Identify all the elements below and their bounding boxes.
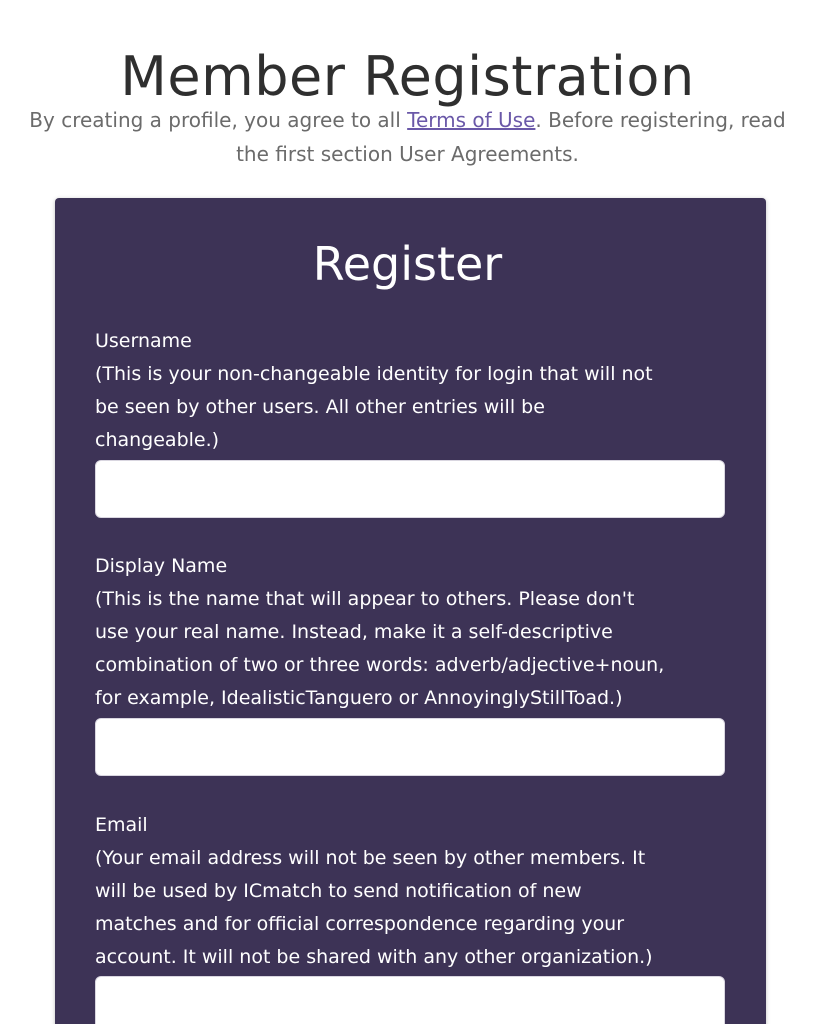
email-help-line-1: (Your email address will not be seen by other members. It <box>95 847 646 869</box>
email-help-line-3: matches and for official correspondence regarding your <box>95 913 625 935</box>
display-name-help-line-2: use your real name. Instead, make it a self-descriptive <box>95 621 613 643</box>
email-help-line-2: will be used by ICmatch to send notification of new <box>95 880 582 902</box>
email-input[interactable] <box>95 976 725 1024</box>
username-help-line-3: changeable.) <box>95 429 220 451</box>
display-name-label: Display Name <box>95 555 228 577</box>
display-name-help-line-1: (This is the name that will appear to others. Please don't <box>95 588 635 610</box>
register-title: Register <box>312 237 503 291</box>
intro-line-2: the first section User Agreements. <box>236 142 579 166</box>
username-input[interactable] <box>95 460 725 518</box>
page-title: Member Registration <box>120 45 695 109</box>
username-help-line-2: be seen by other users. All other entries will be <box>95 396 545 418</box>
email-help-line-4: account. It will not be shared with any other organization.) <box>95 946 653 968</box>
email-label-block <box>95 809 735 974</box>
intro-text <box>10 103 805 171</box>
email-label: Email <box>95 814 148 836</box>
username-label: Username <box>95 330 192 352</box>
display-name-help-line-3: combination of two or three words: adverb/adjective+noun, <box>95 654 665 676</box>
username-label-block <box>95 325 735 457</box>
intro-line-1 <box>10 103 805 137</box>
display-name-help-line-4: for example, IdealisticTanguero or AnnoyinglyStillToad.) <box>95 687 623 709</box>
display-name-label-block <box>95 550 735 715</box>
display-name-input[interactable] <box>95 718 725 776</box>
intro-before-link: By creating a profile, you agree to all <box>29 108 408 132</box>
terms-of-use-link[interactable]: Terms of Use <box>407 108 536 132</box>
username-help-line-1: (This is your non-changeable identity for login that will not <box>95 363 653 385</box>
intro-after-link: . Before registering, read <box>535 108 786 132</box>
